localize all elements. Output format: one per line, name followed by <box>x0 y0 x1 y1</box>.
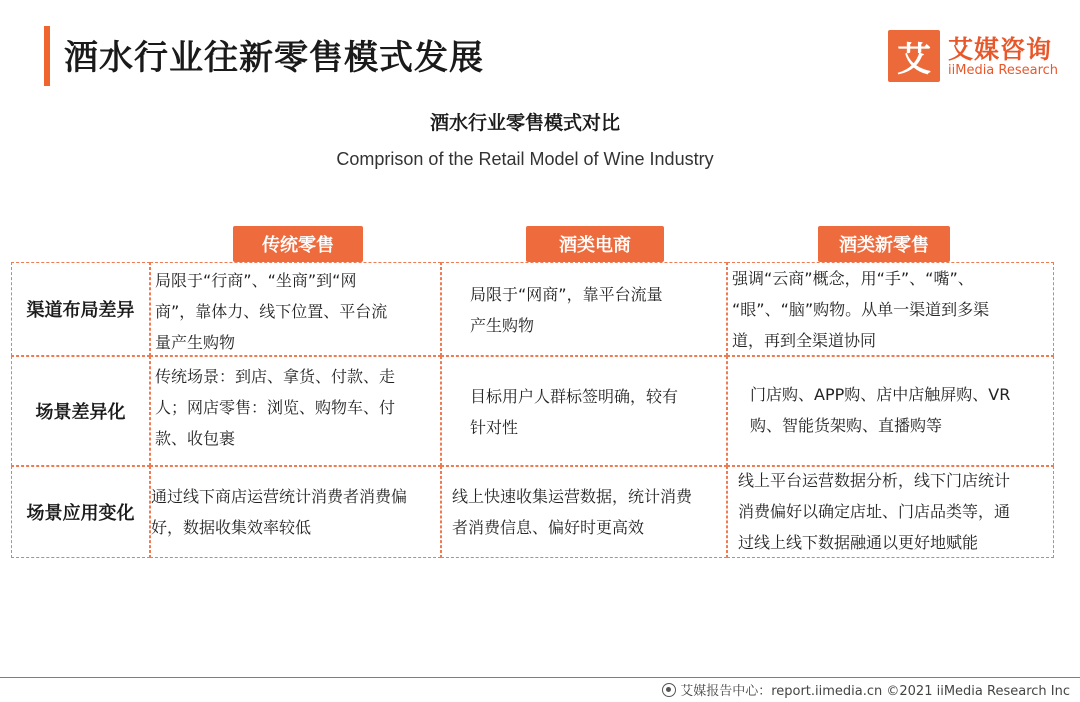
text-line: 者消费信息、偏好时更高效 <box>452 518 645 537</box>
table-title-en: Comprison of the Retail Model of Wine Industry <box>336 149 714 169</box>
cell-scene-new-retail <box>727 356 1054 466</box>
footer <box>662 680 1070 699</box>
report-center-icon <box>662 683 676 697</box>
title-accent-bar <box>44 26 50 86</box>
text-line: 强调“云商”概念，用“手”、“嘴”、 <box>732 269 974 288</box>
text-line: 针对性 <box>470 418 519 437</box>
logo-mark-icon: 艾 <box>888 30 940 82</box>
text-line: 目标用户人群标签明确，较有 <box>470 387 679 406</box>
text-line: 产生购物 <box>470 316 535 335</box>
text-line: 人；网店零售：浏览、购物车、付 <box>155 398 396 417</box>
cell-channel-traditional <box>150 262 441 356</box>
text-line: 好，数据收集效率较低 <box>151 518 312 537</box>
text-line: 购、智能货架购、直播购等 <box>750 416 943 435</box>
cell-application-traditional <box>150 466 441 558</box>
column-header-traditional: 传统零售 <box>233 226 363 262</box>
cell-channel-ecommerce <box>441 262 727 356</box>
page-title: 酒水行业往新零售模式发展 <box>64 38 484 78</box>
text-line: 商”，靠体力、线下位置、平台流 <box>155 302 388 321</box>
cell-scene-traditional <box>150 356 441 466</box>
text-line: 通过线下商店运营统计消费者消费偏 <box>151 487 408 506</box>
cell-application-new-retail <box>727 466 1054 558</box>
text-line: 局限于“网商”，靠平台流量 <box>470 285 663 304</box>
text-line: 线上平台运营数据分析，线下门店统计 <box>738 471 1011 490</box>
text-line: 款、收包裹 <box>155 429 236 448</box>
comparison-table <box>11 262 1054 558</box>
text-line: 量产生购物 <box>155 333 236 352</box>
cell-channel-new-retail <box>727 262 1054 356</box>
footer-text: 艾媒报告中心：report.iimedia.cn ©2021 iiMedia Research Inc <box>680 684 1070 699</box>
logo-chinese-name: 艾媒咨询 <box>948 35 1053 64</box>
table-title-cn: 酒水行业零售模式对比 <box>429 112 620 134</box>
text-line: “眼”、“脑”购物。从单一渠道到多渠 <box>732 300 990 319</box>
row-label-channel: 渠道布局差异 <box>11 262 150 356</box>
logo-english-name: iiMedia Research <box>948 63 1059 78</box>
text-line: 消费偏好以确定店址、门店品类等，通 <box>738 502 1011 521</box>
text-line: 局限于“行商”、“坐商”到“网 <box>155 271 357 290</box>
row-label-scene: 场景差异化 <box>11 356 150 466</box>
text-line: 门店购、APP购、店中店触屏购、VR <box>750 385 1011 404</box>
cell-scene-ecommerce <box>441 356 727 466</box>
text-line: 传统场景：到店、拿货、付款、走 <box>155 367 396 386</box>
row-label-application: 场景应用变化 <box>11 466 150 558</box>
cell-application-ecommerce <box>441 466 727 558</box>
text-line: 线上快速收集运营数据，统计消费 <box>452 487 693 506</box>
footer-divider <box>0 677 1080 678</box>
text-line: 道，再到全渠道协同 <box>732 331 877 350</box>
column-header-new-retail: 酒类新零售 <box>818 226 950 262</box>
column-header-ecommerce: 酒类电商 <box>526 226 664 262</box>
iimedia-logo <box>888 30 1068 82</box>
text-line: 过线上线下数据融通以更好地赋能 <box>738 533 979 552</box>
